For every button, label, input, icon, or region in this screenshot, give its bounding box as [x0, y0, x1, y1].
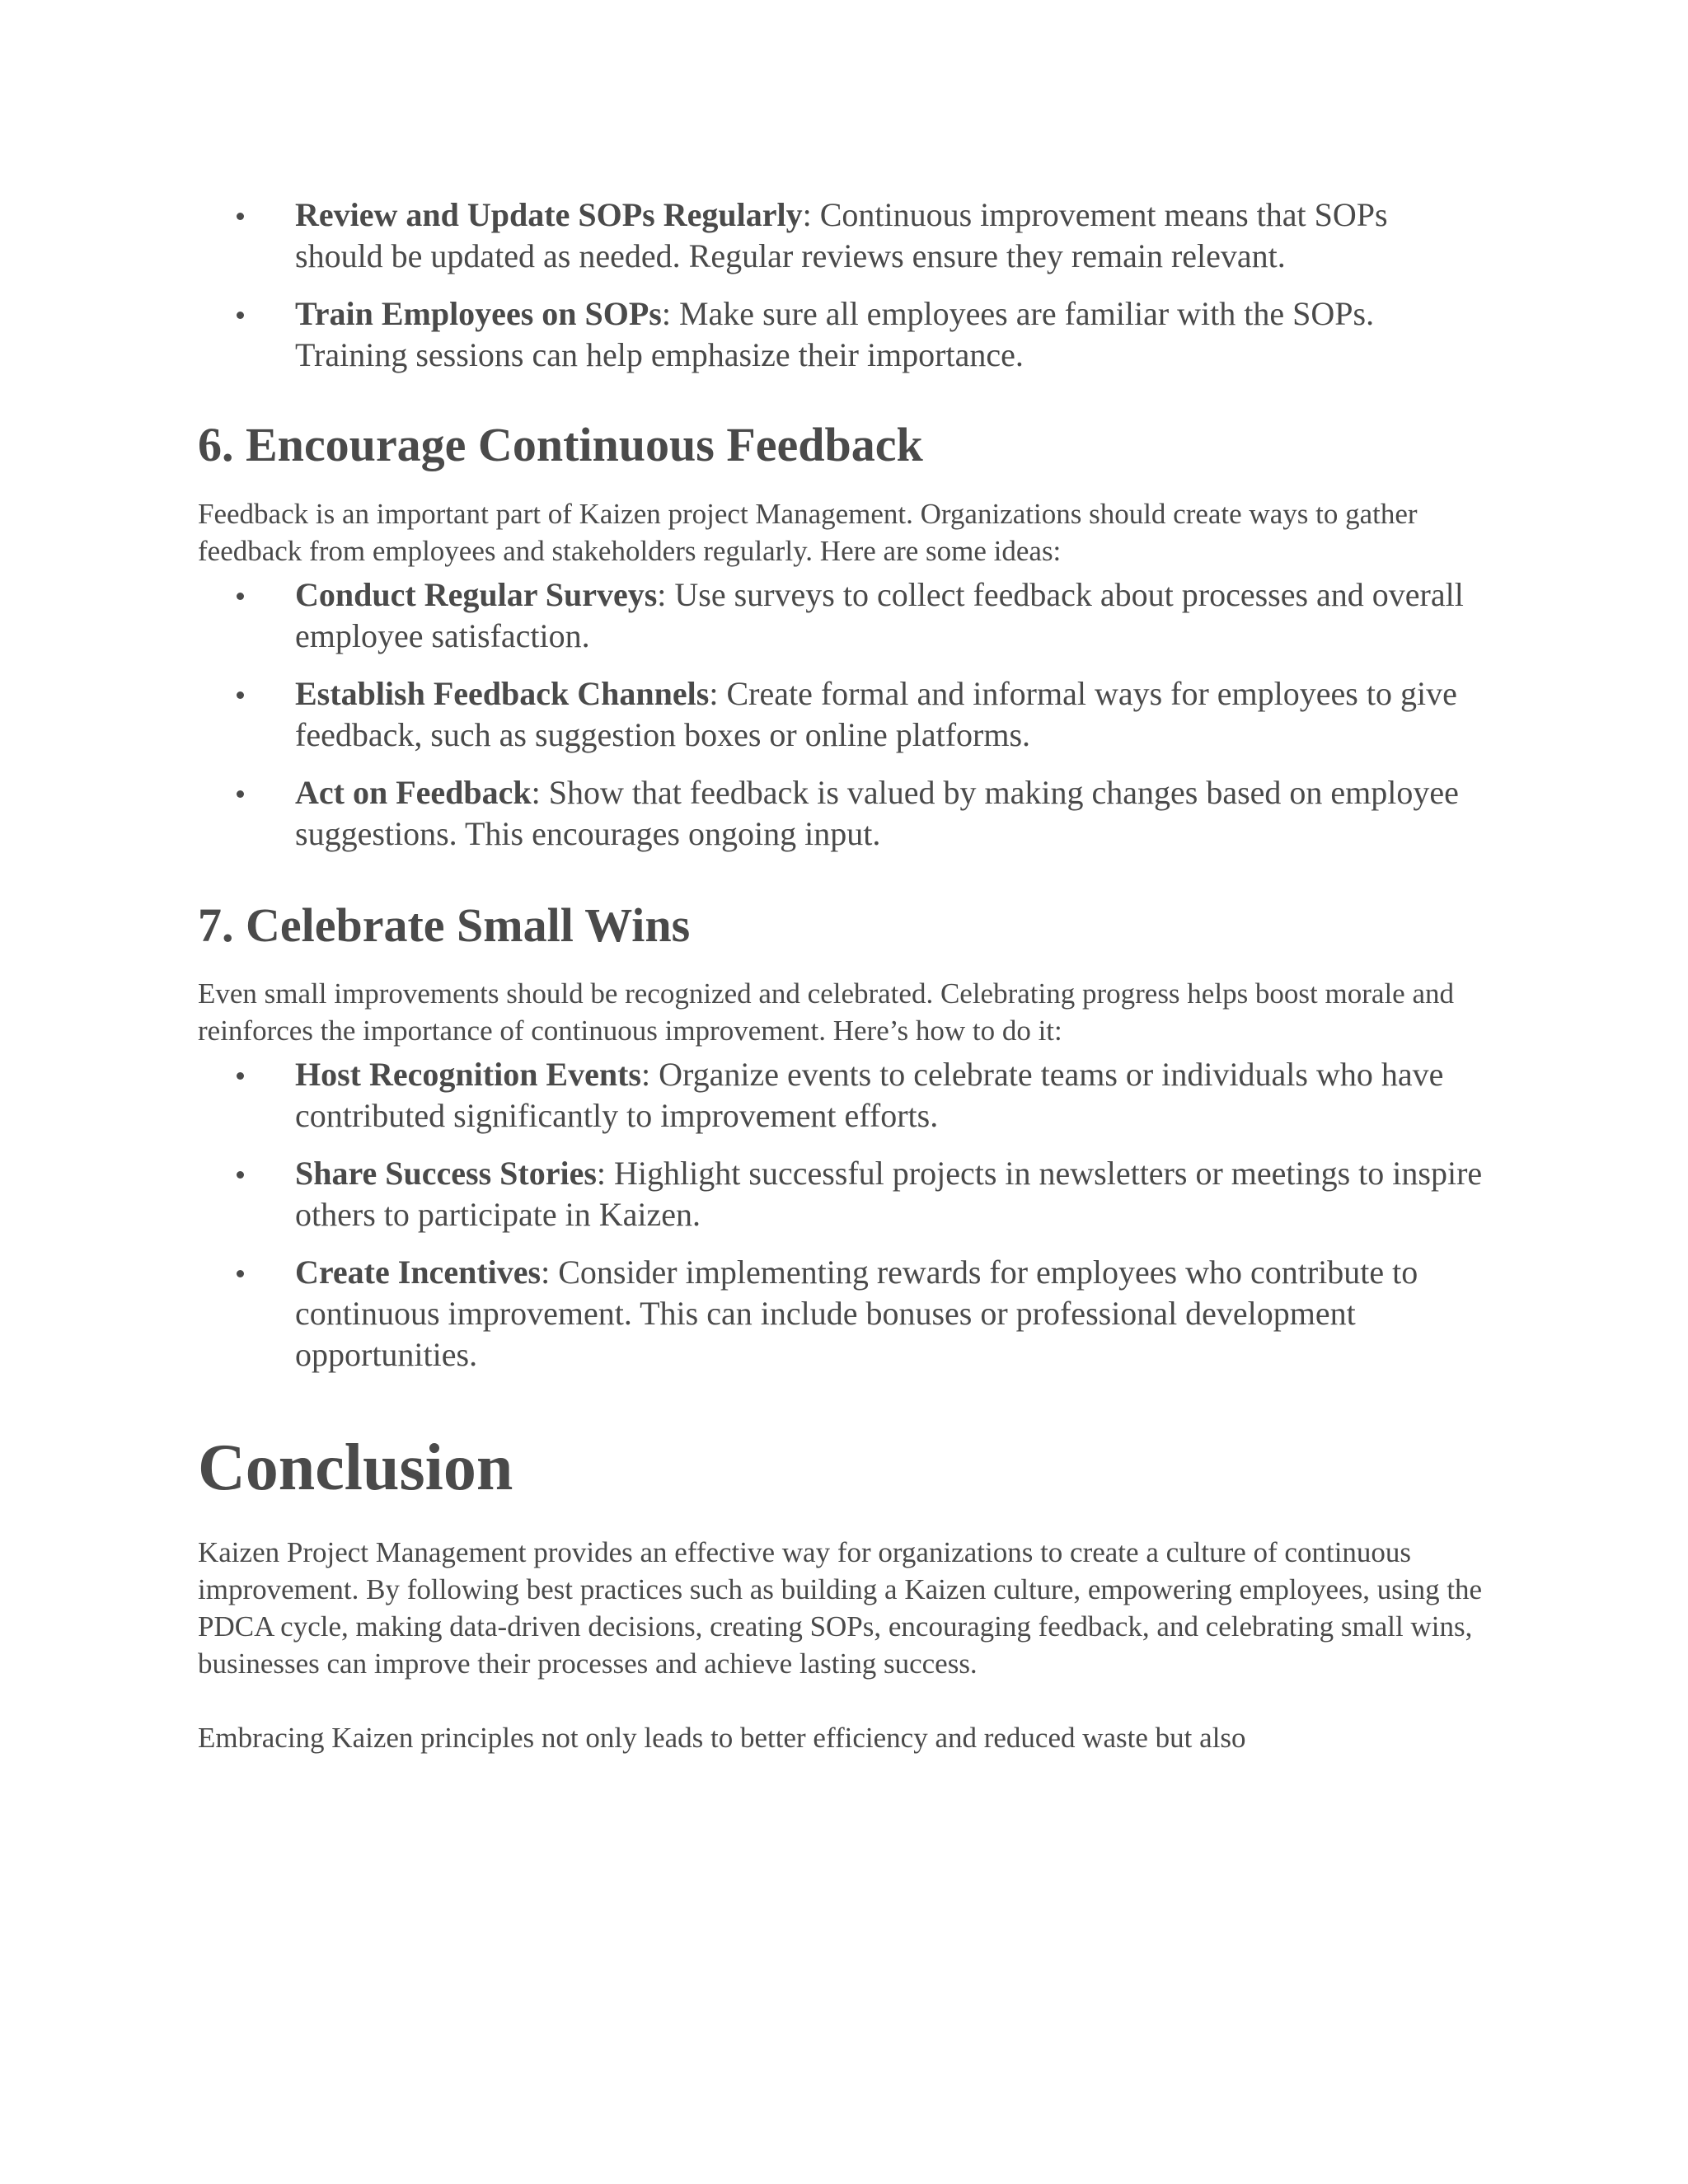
document-page [198, 194, 1484, 1756]
small-wins-list [198, 1054, 1484, 1376]
list-item-text: : Consider implementing rewards for employees who contribute to continuous improvement. This can include bonuses or professional development opportunities. [295, 1254, 1418, 1373]
list-item-title: Create Incentives [295, 1254, 542, 1291]
list-item-title: Conduct Regular Surveys [295, 576, 658, 613]
list-item [295, 772, 1484, 855]
list-item [295, 1153, 1484, 1235]
sop-practices-list [198, 194, 1484, 376]
conclusion-paragraph-continued: Embracing Kaizen principles not only leads to better efficiency and reduced waste but also [198, 1722, 1246, 1754]
list-item [295, 1252, 1484, 1376]
section-heading-feedback: 6. Encourage Continuous Feedback [198, 418, 923, 471]
list-item [295, 673, 1484, 756]
list-item-title: Establish Feedback Channels [295, 675, 710, 712]
section-intro-feedback: Feedback is an important part of Kaizen project Management. Organizations should create ways to gather feedback from employees and stakeholders regularly. Here are some ideas: [198, 498, 1418, 567]
list-item-text: : Continuous improvement means that SOPs should be updated as needed. Regular reviews ensure they remain relevant. [295, 196, 1388, 274]
section-intro-small-wins: Even small improvements should be recognized and celebrated. Celebrating progress helps boost morale and reinforces the importance of continuous improvement. Here’s how to do it: [198, 977, 1454, 1047]
list-item-title: Act on Feedback [295, 774, 532, 811]
list-item-title: Host Recognition Events [295, 1056, 641, 1093]
list-item [295, 293, 1484, 376]
list-item-text: : Use surveys to collect feedback about processes and overall employee satisfaction. [295, 576, 1464, 654]
list-item-text: : Organize events to celebrate teams or individuals who have contributed significantly to improvement efforts. [295, 1056, 1444, 1134]
list-item-title: Train Employees on SOPs [295, 295, 662, 332]
list-item-text: : Create formal and informal ways for employees to give feedback, such as suggestion boxes or online platforms. [295, 675, 1457, 753]
list-item [295, 1054, 1484, 1137]
list-item-text: : Show that feedback is valued by making changes based on employee suggestions. This encourages ongoing input. [295, 774, 1459, 852]
feedback-list [198, 574, 1484, 855]
list-item-title: Review and Update SOPs Regularly [295, 196, 803, 233]
conclusion-paragraph: Kaizen Project Management provides an effective way for organizations to create a culture of continuous improvement. By following best practices such as building a Kaizen culture, empowering employees, using the PDCA cycle, making data-driven decisions, creating SOPs, encouraging feedback, and celebrating small wins, businesses can improve their processes and achieve lasting success. [198, 1536, 1483, 1680]
conclusion-heading: Conclusion [198, 1432, 513, 1504]
list-item-title: Share Success Stories [295, 1155, 597, 1192]
list-item-text: : Highlight successful projects in newsletters or meetings to inspire others to participate in Kaizen. [295, 1155, 1483, 1233]
list-item [295, 574, 1484, 657]
list-item [295, 194, 1484, 277]
section-heading-small-wins: 7. Celebrate Small Wins [198, 898, 691, 952]
list-item-text: : Make sure all employees are familiar with the SOPs. Training sessions can help emphasize their importance. [295, 295, 1375, 373]
